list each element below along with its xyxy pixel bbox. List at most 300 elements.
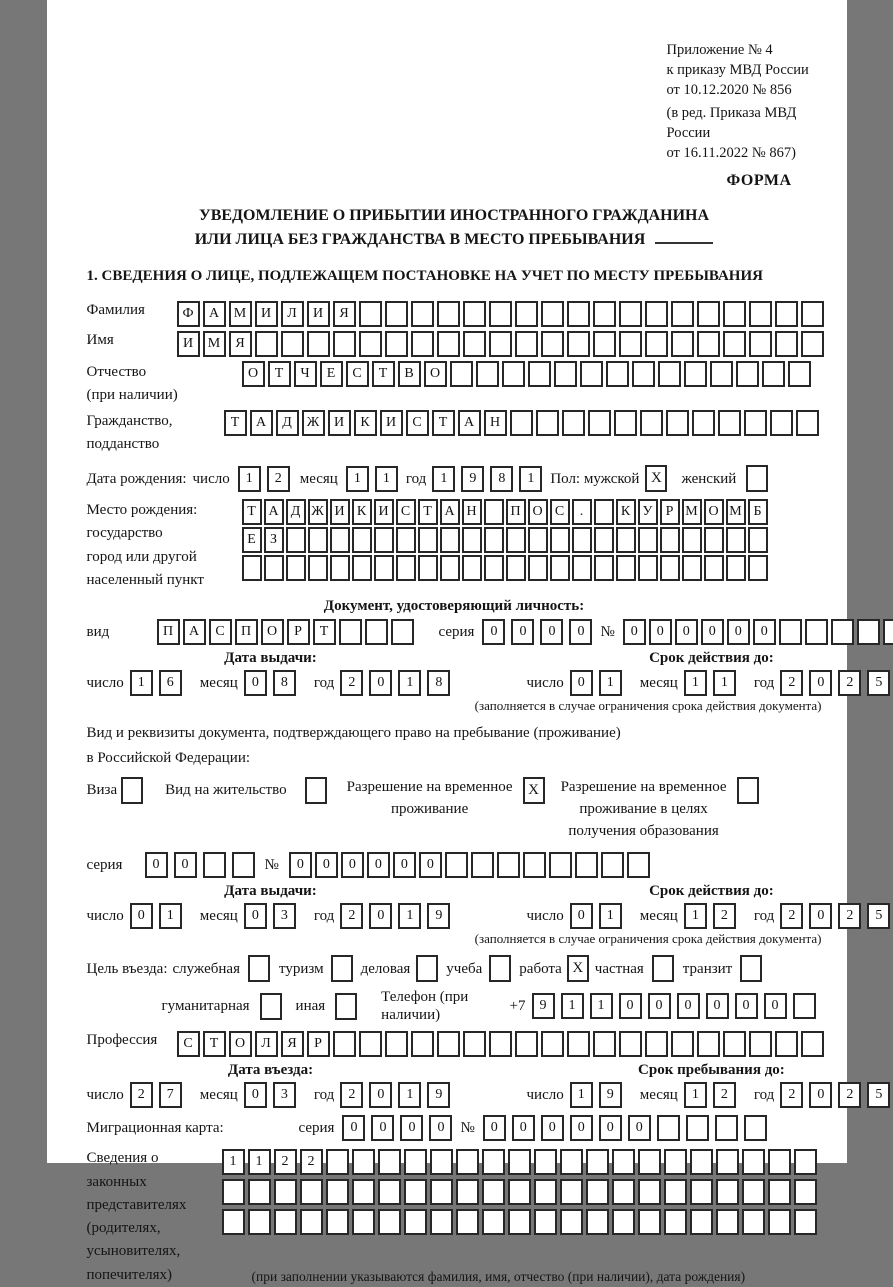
form-cell[interactable] — [768, 1209, 791, 1235]
form-cell[interactable] — [560, 1209, 583, 1235]
form-cell[interactable]: 0 — [570, 1115, 593, 1141]
form-cell[interactable]: 0 — [701, 619, 724, 645]
form-cell[interactable]: 5 — [867, 1082, 890, 1108]
form-cell[interactable] — [718, 410, 741, 436]
form-cell[interactable] — [463, 301, 486, 327]
form-cell[interactable] — [716, 1179, 739, 1205]
form-cell[interactable]: 9 — [532, 993, 555, 1019]
form-cell[interactable]: Б — [748, 499, 768, 525]
form-cell[interactable]: И — [330, 499, 350, 525]
form-cell[interactable]: Д — [276, 410, 299, 436]
form-cell[interactable] — [359, 301, 382, 327]
form-cell[interactable]: 0 — [570, 670, 593, 696]
form-cell[interactable]: 0 — [130, 903, 153, 929]
form-cell[interactable] — [716, 1149, 739, 1175]
form-cell[interactable]: 0 — [735, 993, 758, 1019]
residence-permit-checkbox[interactable] — [305, 777, 327, 804]
form-cell[interactable]: О — [424, 361, 447, 387]
form-cell[interactable]: С — [550, 499, 570, 525]
form-cell[interactable] — [796, 410, 819, 436]
form-cell[interactable] — [330, 555, 350, 581]
form-cell[interactable]: А — [440, 499, 460, 525]
form-cell[interactable]: 1 — [570, 1082, 593, 1108]
form-cell[interactable] — [274, 1179, 297, 1205]
form-cell[interactable] — [612, 1179, 635, 1205]
form-cell[interactable] — [286, 527, 306, 553]
form-cell[interactable] — [506, 527, 526, 553]
form-cell[interactable]: К — [352, 499, 372, 525]
form-cell[interactable] — [352, 555, 372, 581]
form-cell[interactable]: Н — [462, 499, 482, 525]
form-cell[interactable]: 1 — [130, 670, 153, 696]
form-cell[interactable] — [572, 555, 592, 581]
visa-checkbox[interactable] — [121, 777, 143, 804]
form-cell[interactable] — [682, 555, 702, 581]
form-cell[interactable] — [716, 1209, 739, 1235]
form-cell[interactable] — [660, 555, 680, 581]
form-cell[interactable]: Ж — [308, 499, 328, 525]
form-cell[interactable]: 9 — [599, 1082, 622, 1108]
form-cell[interactable] — [831, 619, 854, 645]
form-cell[interactable] — [541, 1031, 564, 1057]
purpose-humanitarian-checkbox[interactable] — [260, 993, 282, 1020]
form-cell[interactable] — [560, 1149, 583, 1175]
form-cell[interactable] — [572, 527, 592, 553]
form-cell[interactable] — [484, 555, 504, 581]
form-cell[interactable]: 0 — [809, 903, 832, 929]
form-cell[interactable] — [489, 301, 512, 327]
form-cell[interactable]: Т — [242, 499, 262, 525]
form-cell[interactable] — [671, 301, 694, 327]
form-cell[interactable] — [374, 527, 394, 553]
form-cell[interactable]: 1 — [599, 670, 622, 696]
form-cell[interactable]: З — [264, 527, 284, 553]
form-cell[interactable] — [484, 499, 504, 525]
form-cell[interactable] — [462, 555, 482, 581]
form-cell[interactable]: 2 — [300, 1149, 323, 1175]
form-cell[interactable]: 7 — [159, 1082, 182, 1108]
form-cell[interactable]: А — [250, 410, 273, 436]
form-cell[interactable]: Ч — [294, 361, 317, 387]
form-cell[interactable] — [560, 1179, 583, 1205]
form-cell[interactable] — [704, 527, 724, 553]
form-cell[interactable] — [660, 527, 680, 553]
form-cell[interactable]: 0 — [400, 1115, 423, 1141]
form-cell[interactable] — [536, 410, 559, 436]
form-cell[interactable] — [666, 410, 689, 436]
form-cell[interactable] — [697, 1031, 720, 1057]
form-cell[interactable] — [770, 410, 793, 436]
form-cell[interactable]: Т — [372, 361, 395, 387]
form-cell[interactable] — [857, 619, 880, 645]
form-cell[interactable] — [286, 555, 306, 581]
form-cell[interactable]: 1 — [713, 670, 736, 696]
form-cell[interactable]: 0 — [628, 1115, 651, 1141]
purpose-official-checkbox[interactable] — [248, 955, 270, 982]
form-cell[interactable] — [430, 1149, 453, 1175]
form-cell[interactable]: 1 — [238, 466, 261, 492]
form-cell[interactable]: 1 — [398, 670, 421, 696]
form-cell[interactable]: И — [255, 301, 278, 327]
form-cell[interactable] — [794, 1149, 817, 1175]
form-cell[interactable] — [541, 331, 564, 357]
form-cell[interactable]: Я — [281, 1031, 304, 1057]
form-cell[interactable]: А — [183, 619, 206, 645]
form-cell[interactable]: С — [209, 619, 232, 645]
form-cell[interactable] — [671, 331, 694, 357]
form-cell[interactable] — [594, 527, 614, 553]
form-cell[interactable] — [586, 1179, 609, 1205]
form-cell[interactable] — [768, 1149, 791, 1175]
form-cell[interactable] — [222, 1209, 245, 1235]
form-cell[interactable]: 1 — [684, 670, 707, 696]
form-cell[interactable]: 0 — [619, 993, 642, 1019]
form-cell[interactable] — [515, 301, 538, 327]
form-cell[interactable] — [308, 555, 328, 581]
form-cell[interactable] — [638, 1209, 661, 1235]
form-cell[interactable]: 0 — [809, 1082, 832, 1108]
form-cell[interactable]: В — [398, 361, 421, 387]
temp-permit-checkbox[interactable]: X — [523, 777, 545, 804]
form-cell[interactable]: 0 — [367, 852, 390, 878]
form-cell[interactable]: 1 — [432, 466, 455, 492]
form-cell[interactable]: О — [261, 619, 284, 645]
form-cell[interactable] — [658, 361, 681, 387]
form-cell[interactable]: 0 — [599, 1115, 622, 1141]
form-cell[interactable] — [482, 1149, 505, 1175]
form-cell[interactable] — [682, 527, 702, 553]
form-cell[interactable] — [671, 1031, 694, 1057]
form-cell[interactable] — [742, 1209, 765, 1235]
form-cell[interactable] — [690, 1209, 713, 1235]
form-cell[interactable] — [374, 555, 394, 581]
form-cell[interactable]: 2 — [713, 903, 736, 929]
form-cell[interactable] — [484, 527, 504, 553]
sex-female-checkbox[interactable] — [746, 465, 768, 492]
form-cell[interactable] — [805, 619, 828, 645]
form-cell[interactable] — [242, 555, 262, 581]
form-cell[interactable] — [567, 331, 590, 357]
form-cell[interactable] — [575, 852, 598, 878]
form-cell[interactable] — [404, 1209, 427, 1235]
form-cell[interactable] — [562, 410, 585, 436]
form-cell[interactable] — [352, 1149, 375, 1175]
form-cell[interactable] — [801, 1031, 824, 1057]
form-cell[interactable]: 0 — [482, 619, 505, 645]
form-cell[interactable] — [593, 301, 616, 327]
form-cell[interactable] — [352, 1209, 375, 1235]
form-cell[interactable] — [645, 1031, 668, 1057]
form-cell[interactable] — [664, 1179, 687, 1205]
form-cell[interactable] — [614, 410, 637, 436]
form-cell[interactable] — [749, 331, 772, 357]
form-cell[interactable]: Р — [660, 499, 680, 525]
form-cell[interactable] — [515, 331, 538, 357]
form-cell[interactable] — [404, 1179, 427, 1205]
form-cell[interactable]: 1 — [684, 903, 707, 929]
form-cell[interactable] — [281, 331, 304, 357]
form-cell[interactable] — [404, 1149, 427, 1175]
form-cell[interactable] — [385, 1031, 408, 1057]
form-cell[interactable] — [445, 852, 468, 878]
form-cell[interactable]: Т — [203, 1031, 226, 1057]
form-cell[interactable] — [326, 1209, 349, 1235]
form-cell[interactable] — [632, 361, 655, 387]
form-cell[interactable] — [736, 361, 759, 387]
form-cell[interactable] — [692, 410, 715, 436]
edu-permit-checkbox[interactable] — [737, 777, 759, 804]
form-cell[interactable] — [534, 1209, 557, 1235]
form-cell[interactable] — [300, 1209, 323, 1235]
form-cell[interactable] — [523, 852, 546, 878]
form-cell[interactable] — [264, 555, 284, 581]
form-cell[interactable]: 0 — [540, 619, 563, 645]
form-cell[interactable] — [726, 527, 746, 553]
form-cell[interactable] — [456, 1149, 479, 1175]
purpose-work-checkbox[interactable]: X — [567, 955, 589, 982]
form-cell[interactable] — [515, 1031, 538, 1057]
form-cell[interactable]: 0 — [483, 1115, 506, 1141]
form-cell[interactable]: 0 — [145, 852, 168, 878]
form-cell[interactable] — [489, 331, 512, 357]
form-cell[interactable]: 1 — [684, 1082, 707, 1108]
form-cell[interactable] — [385, 331, 408, 357]
form-cell[interactable] — [440, 527, 460, 553]
form-cell[interactable]: 0 — [244, 903, 267, 929]
form-cell[interactable]: М — [726, 499, 746, 525]
form-cell[interactable] — [550, 555, 570, 581]
form-cell[interactable]: Н — [484, 410, 507, 436]
form-cell[interactable]: 9 — [427, 1082, 450, 1108]
form-cell[interactable] — [664, 1209, 687, 1235]
form-cell[interactable]: А — [203, 301, 226, 327]
form-cell[interactable]: 8 — [490, 466, 513, 492]
form-cell[interactable] — [638, 1149, 661, 1175]
form-cell[interactable] — [482, 1209, 505, 1235]
form-cell[interactable]: Т — [313, 619, 336, 645]
form-cell[interactable]: 0 — [429, 1115, 452, 1141]
form-cell[interactable] — [508, 1179, 531, 1205]
form-cell[interactable] — [248, 1209, 271, 1235]
form-cell[interactable] — [203, 852, 226, 878]
form-cell[interactable] — [715, 1115, 738, 1141]
form-cell[interactable] — [437, 331, 460, 357]
form-cell[interactable] — [788, 361, 811, 387]
form-cell[interactable] — [437, 1031, 460, 1057]
form-cell[interactable]: С — [346, 361, 369, 387]
form-cell[interactable]: П — [506, 499, 526, 525]
form-cell[interactable] — [612, 1149, 635, 1175]
form-cell[interactable] — [528, 527, 548, 553]
form-cell[interactable]: О — [229, 1031, 252, 1057]
form-cell[interactable]: Я — [229, 331, 252, 357]
form-cell[interactable] — [326, 1149, 349, 1175]
form-cell[interactable]: Ф — [177, 301, 200, 327]
form-cell[interactable] — [588, 410, 611, 436]
form-cell[interactable] — [619, 301, 642, 327]
form-cell[interactable] — [686, 1115, 709, 1141]
form-cell[interactable] — [768, 1179, 791, 1205]
form-cell[interactable] — [528, 555, 548, 581]
form-cell[interactable]: И — [328, 410, 351, 436]
form-cell[interactable] — [463, 331, 486, 357]
form-cell[interactable] — [456, 1209, 479, 1235]
form-cell[interactable]: 2 — [838, 1082, 861, 1108]
form-cell[interactable]: 0 — [809, 670, 832, 696]
form-cell[interactable] — [308, 527, 328, 553]
form-cell[interactable]: 2 — [780, 670, 803, 696]
form-cell[interactable]: 0 — [706, 993, 729, 1019]
form-cell[interactable]: 1 — [561, 993, 584, 1019]
form-cell[interactable] — [378, 1179, 401, 1205]
form-cell[interactable] — [638, 1179, 661, 1205]
form-cell[interactable] — [489, 1031, 512, 1057]
form-cell[interactable] — [710, 361, 733, 387]
form-cell[interactable] — [222, 1179, 245, 1205]
form-cell[interactable] — [616, 527, 636, 553]
form-cell[interactable]: Т — [268, 361, 291, 387]
form-cell[interactable] — [274, 1209, 297, 1235]
form-cell[interactable] — [549, 852, 572, 878]
form-cell[interactable]: 1 — [222, 1149, 245, 1175]
form-cell[interactable]: 2 — [130, 1082, 153, 1108]
form-cell[interactable]: Т — [418, 499, 438, 525]
form-cell[interactable]: О — [528, 499, 548, 525]
form-cell[interactable]: М — [229, 301, 252, 327]
form-cell[interactable] — [462, 527, 482, 553]
form-cell[interactable] — [508, 1209, 531, 1235]
form-cell[interactable] — [801, 331, 824, 357]
form-cell[interactable]: И — [380, 410, 403, 436]
form-cell[interactable] — [307, 331, 330, 357]
form-cell[interactable] — [396, 555, 416, 581]
form-cell[interactable] — [567, 1031, 590, 1057]
form-cell[interactable] — [690, 1149, 713, 1175]
form-cell[interactable]: М — [203, 331, 226, 357]
form-cell[interactable] — [645, 301, 668, 327]
form-cell[interactable] — [326, 1179, 349, 1205]
form-cell[interactable] — [418, 527, 438, 553]
form-cell[interactable] — [411, 331, 434, 357]
form-cell[interactable] — [723, 1031, 746, 1057]
form-cell[interactable]: Т — [224, 410, 247, 436]
form-cell[interactable]: 1 — [375, 466, 398, 492]
purpose-study-checkbox[interactable] — [489, 955, 511, 982]
form-cell[interactable] — [456, 1179, 479, 1205]
form-cell[interactable] — [726, 555, 746, 581]
form-cell[interactable]: 0 — [369, 903, 392, 929]
form-cell[interactable]: 5 — [867, 670, 890, 696]
form-cell[interactable] — [619, 331, 642, 357]
form-cell[interactable] — [801, 301, 824, 327]
form-cell[interactable] — [748, 555, 768, 581]
form-cell[interactable] — [762, 361, 785, 387]
form-cell[interactable]: 0 — [569, 619, 592, 645]
form-cell[interactable] — [744, 410, 767, 436]
form-cell[interactable]: 2 — [713, 1082, 736, 1108]
form-cell[interactable] — [330, 527, 350, 553]
purpose-private-checkbox[interactable] — [652, 955, 674, 982]
form-cell[interactable]: Д — [286, 499, 306, 525]
form-cell[interactable] — [775, 331, 798, 357]
form-cell[interactable] — [476, 361, 499, 387]
form-cell[interactable]: 1 — [599, 903, 622, 929]
form-cell[interactable]: О — [704, 499, 724, 525]
form-cell[interactable] — [534, 1149, 557, 1175]
form-cell[interactable] — [883, 619, 893, 645]
form-cell[interactable]: 2 — [340, 670, 363, 696]
form-cell[interactable]: И — [307, 301, 330, 327]
form-cell[interactable] — [704, 555, 724, 581]
form-cell[interactable]: 0 — [419, 852, 442, 878]
form-cell[interactable] — [594, 555, 614, 581]
form-cell[interactable] — [749, 301, 772, 327]
form-cell[interactable] — [638, 527, 658, 553]
form-cell[interactable] — [794, 1209, 817, 1235]
form-cell[interactable] — [664, 1149, 687, 1175]
purpose-transit-checkbox[interactable] — [740, 955, 762, 982]
form-cell[interactable]: С — [396, 499, 416, 525]
form-cell[interactable]: 1 — [590, 993, 613, 1019]
form-cell[interactable] — [619, 1031, 642, 1057]
form-cell[interactable] — [627, 852, 650, 878]
form-cell[interactable] — [616, 555, 636, 581]
form-cell[interactable] — [794, 1179, 817, 1205]
form-cell[interactable]: 1 — [398, 903, 421, 929]
form-cell[interactable]: П — [235, 619, 258, 645]
form-cell[interactable] — [640, 410, 663, 436]
form-cell[interactable] — [471, 852, 494, 878]
form-cell[interactable]: 1 — [519, 466, 542, 492]
form-cell[interactable] — [554, 361, 577, 387]
form-cell[interactable]: 3 — [273, 1082, 296, 1108]
form-cell[interactable] — [748, 527, 768, 553]
form-cell[interactable]: 0 — [541, 1115, 564, 1141]
purpose-other-checkbox[interactable] — [335, 993, 357, 1020]
form-cell[interactable]: П — [157, 619, 180, 645]
form-cell[interactable]: 0 — [369, 670, 392, 696]
form-cell[interactable] — [550, 527, 570, 553]
form-cell[interactable]: 0 — [512, 1115, 535, 1141]
form-cell[interactable] — [742, 1179, 765, 1205]
form-cell[interactable]: Л — [281, 301, 304, 327]
form-cell[interactable] — [391, 619, 414, 645]
form-cell[interactable]: А — [264, 499, 284, 525]
form-cell[interactable] — [638, 555, 658, 581]
form-cell[interactable] — [418, 555, 438, 581]
form-cell[interactable] — [378, 1149, 401, 1175]
form-cell[interactable] — [793, 993, 816, 1019]
form-cell[interactable]: К — [616, 499, 636, 525]
form-cell[interactable] — [450, 361, 473, 387]
form-cell[interactable]: 2 — [780, 1082, 803, 1108]
form-cell[interactable] — [430, 1179, 453, 1205]
form-cell[interactable]: М — [682, 499, 702, 525]
form-cell[interactable]: У — [638, 499, 658, 525]
form-cell[interactable]: 2 — [340, 903, 363, 929]
form-cell[interactable] — [612, 1209, 635, 1235]
form-cell[interactable]: 0 — [649, 619, 672, 645]
form-cell[interactable]: 1 — [159, 903, 182, 929]
form-cell[interactable]: 2 — [274, 1149, 297, 1175]
form-cell[interactable]: 0 — [371, 1115, 394, 1141]
form-cell[interactable] — [339, 619, 362, 645]
form-cell[interactable]: Т — [432, 410, 455, 436]
form-cell[interactable] — [411, 1031, 434, 1057]
form-cell[interactable]: И — [374, 499, 394, 525]
form-cell[interactable] — [742, 1149, 765, 1175]
form-cell[interactable] — [723, 331, 746, 357]
